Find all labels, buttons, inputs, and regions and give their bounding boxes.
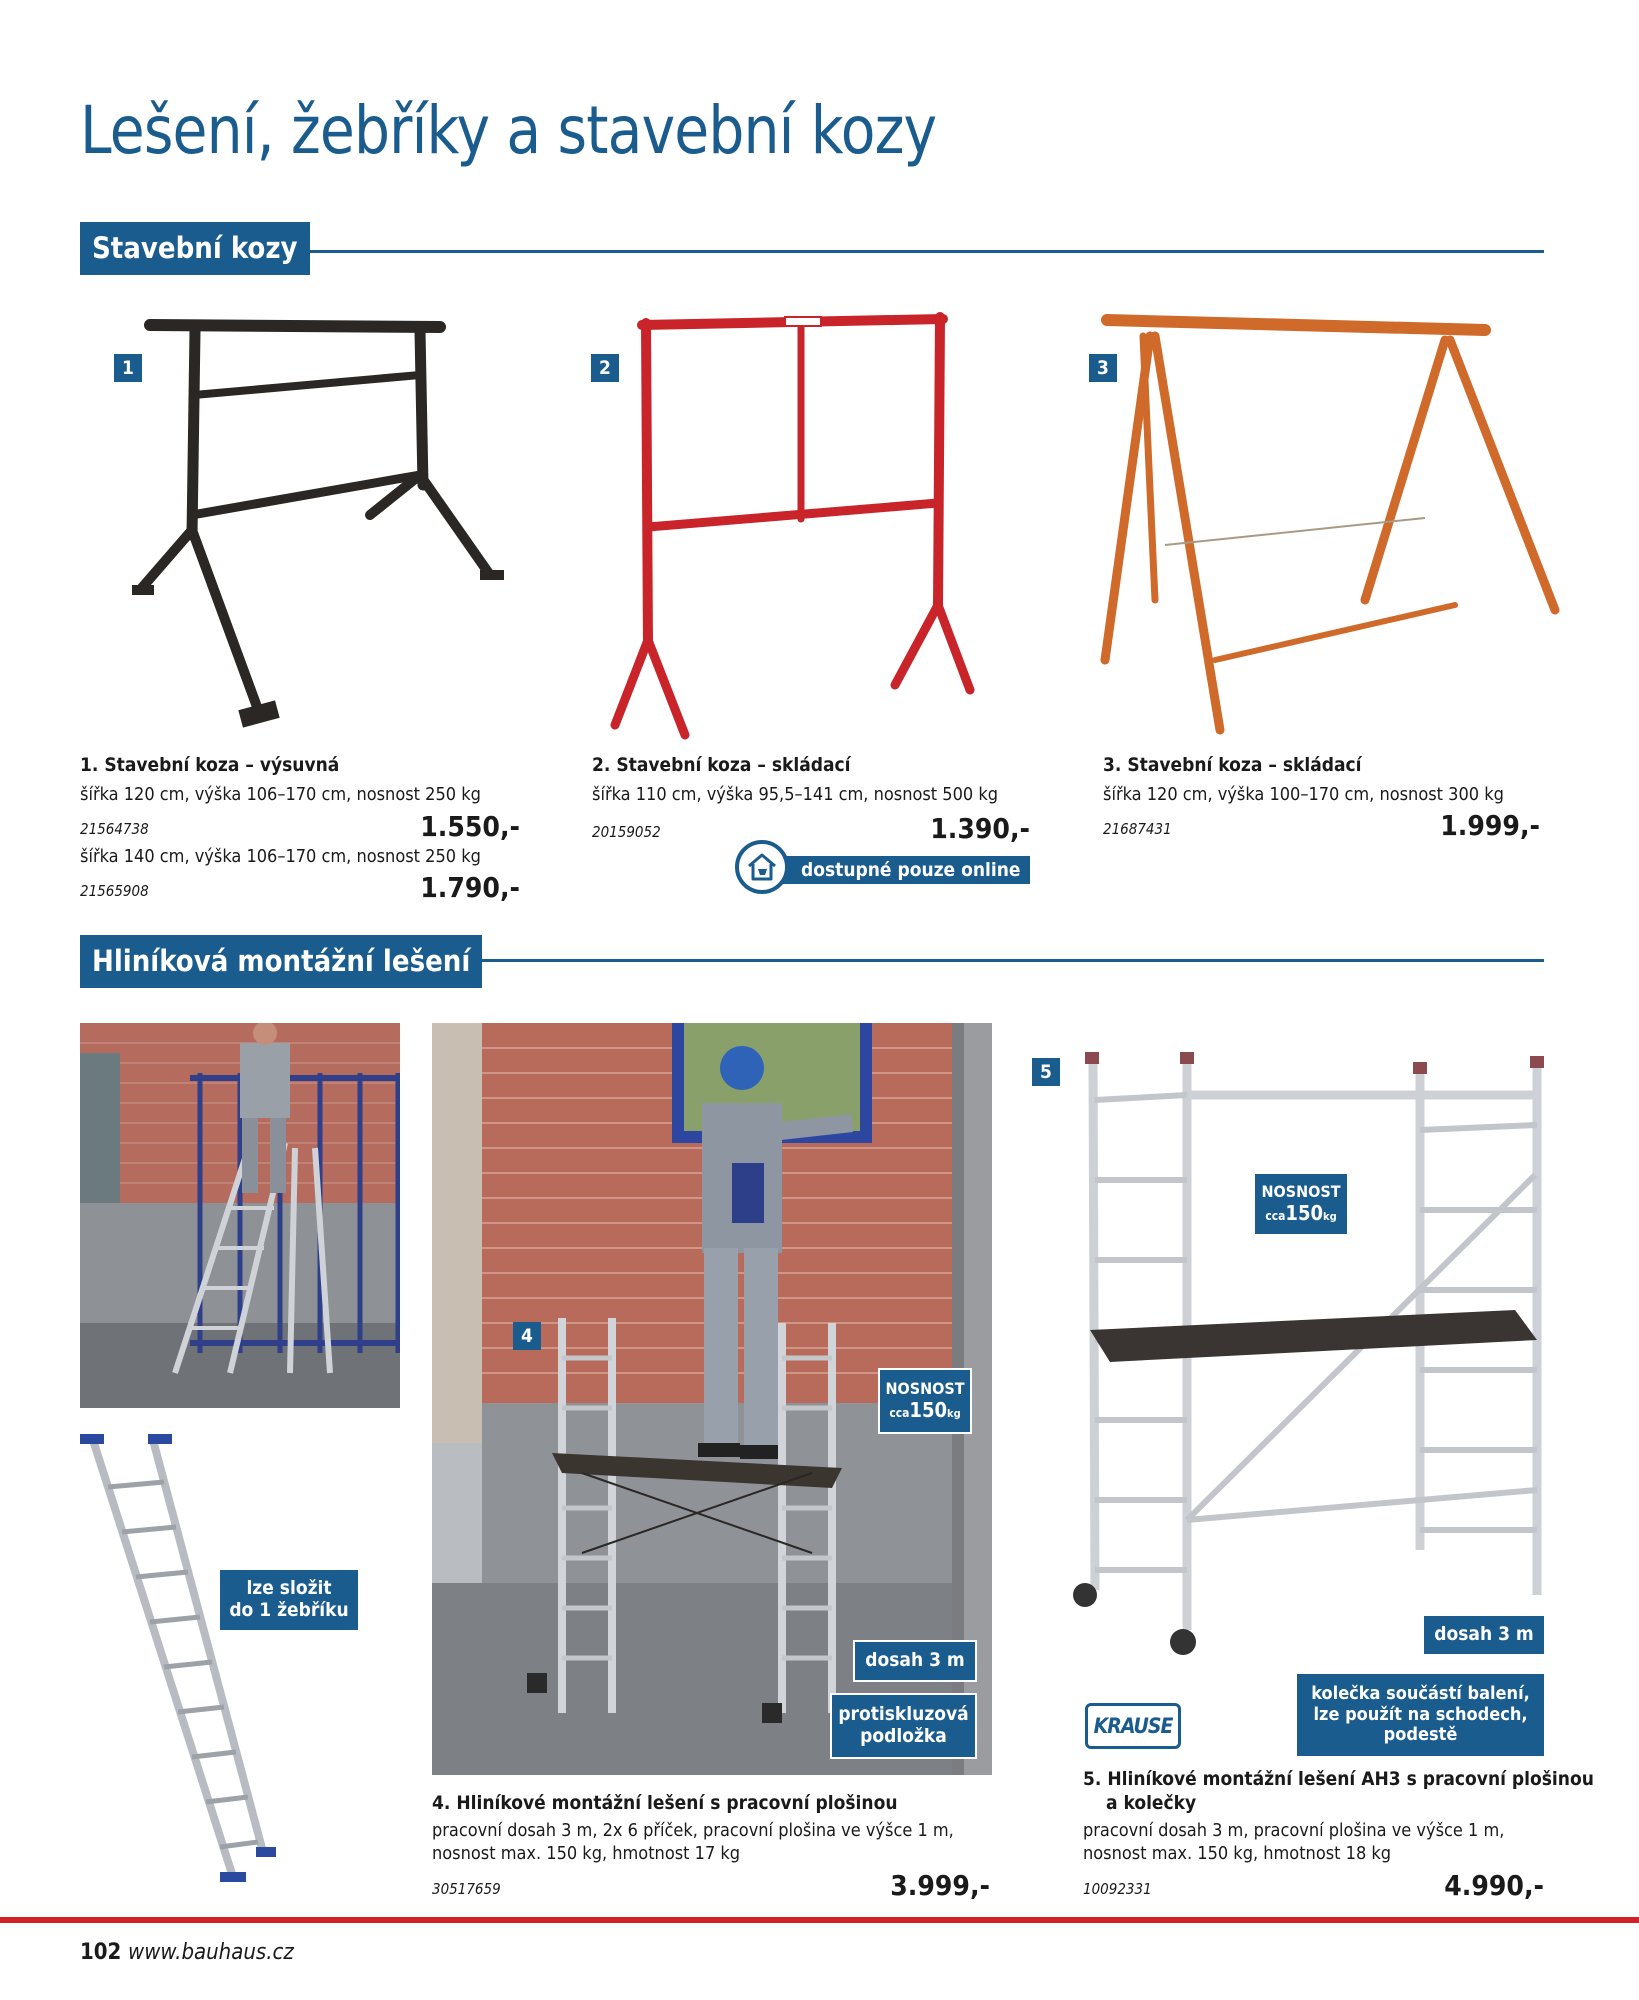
reach-tag-5: dosah 3 m bbox=[1422, 1614, 1546, 1656]
online-only-badge[interactable] bbox=[735, 840, 1030, 898]
product-badge-2: 2 bbox=[591, 354, 619, 382]
product-image-trestle-folding-red bbox=[600, 305, 1000, 745]
product-price-4: 3.999,- bbox=[890, 1869, 990, 1902]
product-number-2: 2. bbox=[592, 754, 611, 776]
reach-tag-4: dosah 3 m bbox=[853, 1640, 977, 1682]
capacity-tag-4-unit: kg bbox=[946, 1406, 961, 1420]
wheels-tag bbox=[1295, 1672, 1546, 1758]
capacity-tag-4-prefix: cca bbox=[889, 1405, 910, 1420]
antislip-tag bbox=[830, 1693, 977, 1759]
product-name-4: Hliníkové montážní lešení s pracovní plošinou bbox=[456, 1792, 898, 1814]
product-desc-5-line1: pracovní dosah 3 m, pracovní plošina ve výšce 1 m, bbox=[1083, 1820, 1505, 1841]
product-price-2: 1.390,- bbox=[930, 812, 1030, 845]
section-header-scaffolds: Hliníková montážní lešení bbox=[80, 935, 482, 988]
product-desc-5-line2: nosnost max. 150 kg, hmotnost 18 kg bbox=[1083, 1843, 1392, 1864]
capacity-tag-4-value-line bbox=[889, 1399, 960, 1422]
capacity-tag-5-value: 150 bbox=[1285, 1200, 1323, 1225]
photo-ladder-in-use bbox=[80, 1023, 400, 1408]
foldable-tag-line2: do 1 žebříku bbox=[229, 1599, 349, 1621]
footer-url[interactable]: www.bauhaus.cz bbox=[128, 1940, 294, 1965]
section-header-trestles: Stavební kozy bbox=[80, 222, 310, 275]
product-name-5-line2: a kolečky bbox=[1106, 1792, 1197, 1814]
product-image-folded-ladder bbox=[78, 1432, 278, 1887]
capacity-tag-4-label: NOSNOST bbox=[885, 1379, 965, 1399]
product-sku-3: 21687431 bbox=[1103, 820, 1172, 838]
product-price-5: 4.990,- bbox=[1444, 1869, 1544, 1902]
product-price-3: 1.999,- bbox=[1440, 809, 1540, 842]
product-sku-1b: 21565908 bbox=[80, 882, 149, 900]
product-badge-4: 4 bbox=[513, 1322, 541, 1350]
section-divider bbox=[308, 250, 1544, 253]
capacity-tag-5-prefix: cca bbox=[1265, 1208, 1286, 1223]
capacity-tag-5-unit: kg bbox=[1322, 1209, 1337, 1223]
product-name-3: Stavební koza – skládací bbox=[1127, 754, 1362, 776]
page-title: Lešení, žebříky a stavební kozy bbox=[80, 92, 937, 169]
product-image-scaffold-ah3 bbox=[1065, 1050, 1565, 1670]
home-cart-icon bbox=[735, 840, 789, 894]
product-number-1: 1. bbox=[80, 754, 99, 776]
product-name-5-line1: Hliníkové montážní lešení AH3 s pracovní plošinou bbox=[1107, 1768, 1594, 1790]
product-price-1a: 1.550,- bbox=[420, 810, 520, 843]
product-title-2 bbox=[592, 754, 851, 776]
wheels-tag-line1: kolečka součástí balení, bbox=[1311, 1682, 1530, 1704]
product-price-1b: 1.790,- bbox=[420, 871, 520, 904]
product-title-1 bbox=[80, 754, 339, 776]
product-sku-1a: 21564738 bbox=[80, 820, 149, 838]
online-only-label: dostupné pouze online bbox=[775, 856, 1030, 884]
product-badge-5: 5 bbox=[1032, 1058, 1060, 1086]
product-title-3 bbox=[1103, 754, 1362, 776]
capacity-tag-5-value-line bbox=[1265, 1202, 1336, 1225]
capacity-tag-5-label: NOSNOST bbox=[1261, 1182, 1341, 1202]
product-sku-4: 30517659 bbox=[432, 1880, 501, 1898]
foldable-tag-line1: lze složit bbox=[246, 1577, 332, 1600]
product-desc-3: šířka 120 cm, výška 100–170 cm, nosnost 300 kg bbox=[1103, 784, 1504, 805]
wheels-tag-line3: podestě bbox=[1383, 1724, 1458, 1746]
capacity-tag-5 bbox=[1253, 1172, 1349, 1236]
product-title-4 bbox=[432, 1792, 898, 1814]
product-title-5 bbox=[1083, 1768, 1594, 1790]
capacity-tag-4-value: 150 bbox=[909, 1397, 947, 1422]
capacity-tag-4 bbox=[878, 1368, 972, 1434]
page-number: 102 bbox=[80, 1940, 122, 1965]
product-desc-4-line2: nosnost max. 150 kg, hmotnost 17 kg bbox=[432, 1843, 741, 1864]
antislip-tag-line1: protiskluzová bbox=[838, 1703, 969, 1726]
product-image-trestle-extendable bbox=[120, 305, 520, 745]
product-name-2: Stavební koza – skládací bbox=[616, 754, 851, 776]
product-number-5: 5. bbox=[1083, 1768, 1102, 1790]
product-desc-4-line1: pracovní dosah 3 m, 2x 6 příček, pracovní plošina ve výšce 1 m, bbox=[432, 1820, 954, 1841]
product-badge-3: 3 bbox=[1089, 354, 1117, 382]
product-sku-2: 20159052 bbox=[592, 823, 661, 841]
footer-red-rule bbox=[0, 1917, 1639, 1923]
product-number-3: 3. bbox=[1103, 754, 1122, 776]
product-name-1: Stavební koza – výsuvná bbox=[104, 754, 340, 776]
product-number-4: 4. bbox=[432, 1792, 451, 1814]
product-desc-2: šířka 110 cm, výška 95,5–141 cm, nosnost 500 kg bbox=[592, 784, 999, 805]
product-badge-1: 1 bbox=[114, 354, 142, 382]
antislip-tag-line2: podložka bbox=[860, 1725, 947, 1747]
product-variant-desc-1b: šířka 140 cm, výška 106–170 cm, nosnost 250 kg bbox=[80, 846, 481, 867]
wheels-tag-line2: lze použít na schodech, bbox=[1313, 1703, 1528, 1725]
foldable-tag bbox=[218, 1568, 360, 1632]
section-divider bbox=[472, 959, 1544, 962]
product-sku-5: 10092331 bbox=[1083, 1880, 1152, 1898]
product-variant-desc-1a: šířka 120 cm, výška 106–170 cm, nosnost 250 kg bbox=[80, 784, 481, 805]
krause-logo: KRAUSE bbox=[1085, 1703, 1181, 1749]
product-image-trestle-folding-orange bbox=[1095, 300, 1575, 745]
